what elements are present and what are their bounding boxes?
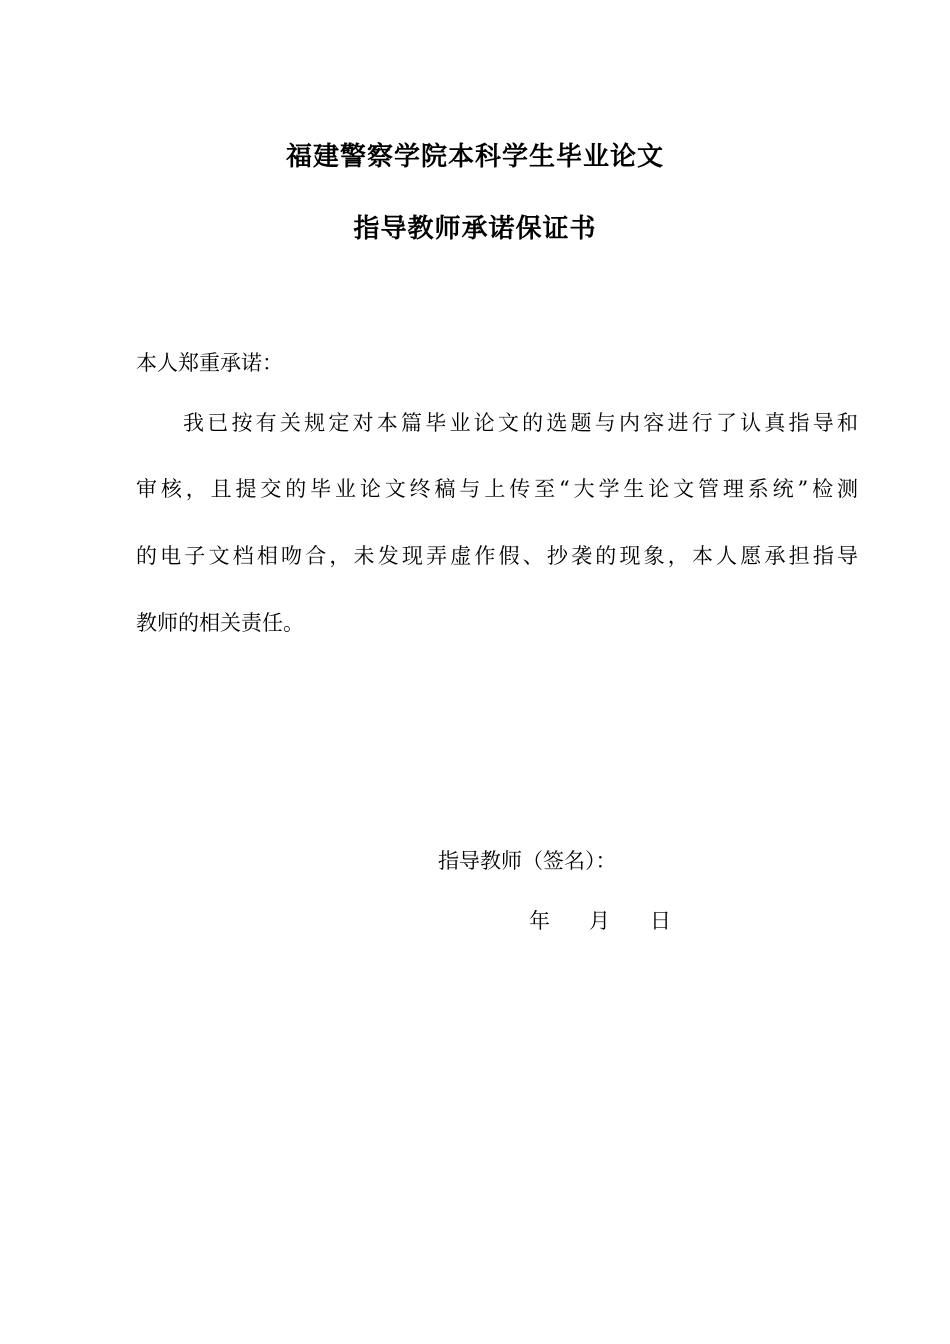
body-line: 教师的相关责任。 — [136, 611, 304, 635]
date-year-label: 年 — [529, 909, 550, 933]
document-subtitle: 指导教师承诺保证书 — [353, 214, 597, 244]
body-line: 审核，且提交的毕业论文终稿与上传至“大学生论文管理系统”检测 — [136, 477, 858, 501]
salutation-text: 本人郑重承诺： — [136, 351, 283, 375]
date-month-label: 月 — [589, 909, 610, 933]
date-day-label: 日 — [650, 909, 671, 933]
body-line: 的电子文档相吻合，未发现弄虚作假、抄袭的现象，本人愿承担指导 — [136, 544, 858, 568]
body-line: 我已按有关规定对本篇毕业论文的选题与内容进行了认真指导和 — [183, 411, 858, 435]
document-title: 福建警察学院本科学生毕业论文 — [285, 142, 664, 172]
signature-label: 指导教师（签名）： — [438, 849, 617, 873]
